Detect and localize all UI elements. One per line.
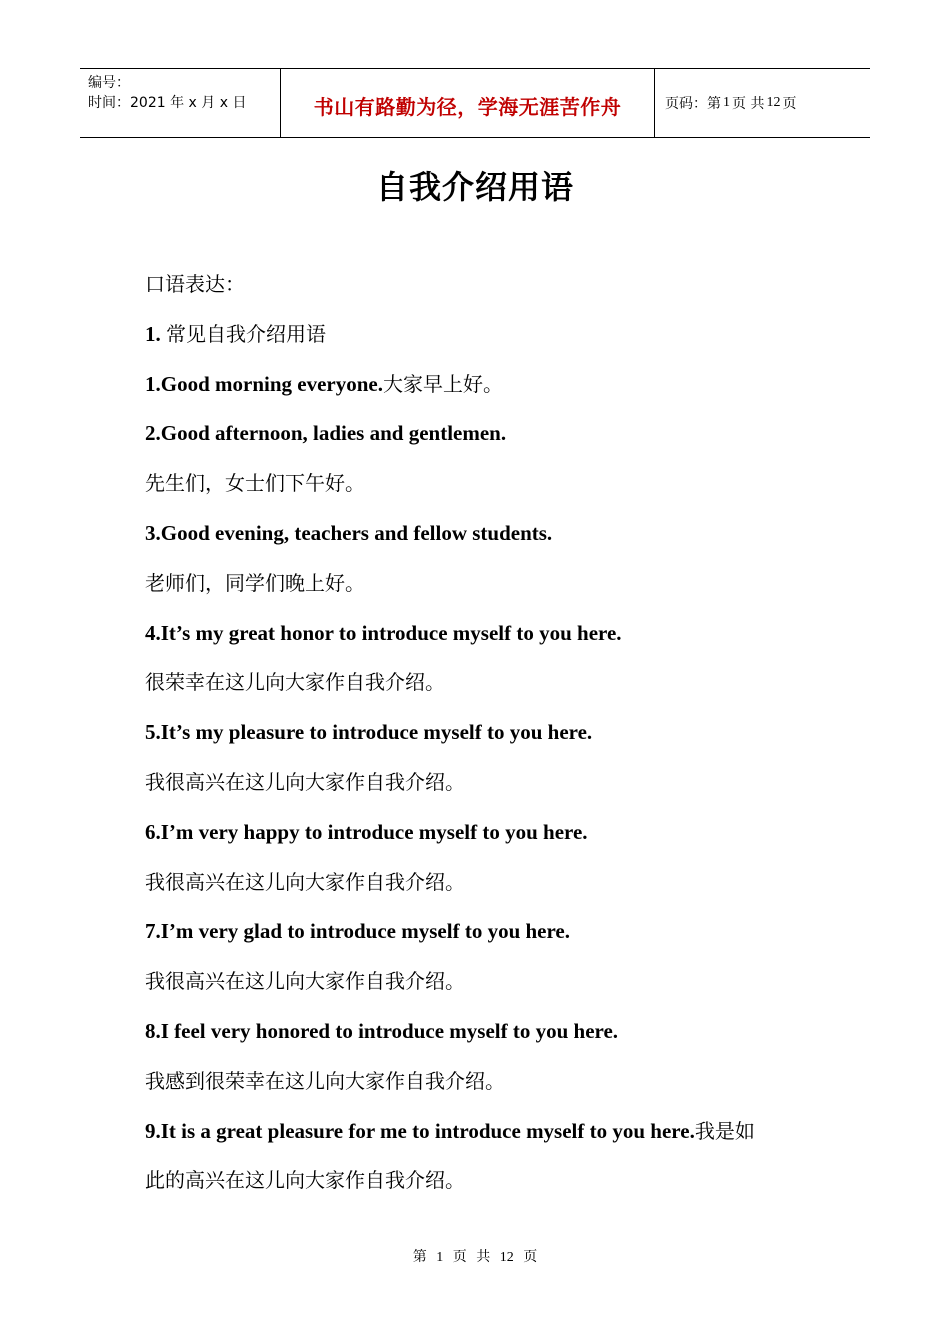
line-chinese: 此的高兴在这儿向大家作自我介绍。 — [145, 1168, 465, 1193]
body-line — [145, 563, 825, 613]
line-chinese: 常见自我介绍用语 — [166, 321, 326, 346]
body-line — [145, 662, 825, 712]
line-chinese: 我是如 — [694, 1118, 755, 1143]
page-mid: 页 共 — [732, 96, 765, 112]
line-english: 6.I’m very happy to introduce myself to you here. — [145, 819, 588, 844]
line-chinese: 很荣幸在这儿向大家作自我介绍。 — [145, 670, 445, 695]
line-chinese: 我感到很荣幸在这儿向大家作自我介绍。 — [145, 1068, 505, 1093]
body-line — [145, 513, 825, 563]
body-line — [145, 1111, 825, 1161]
page-current: 1 — [723, 95, 730, 110]
body-line — [145, 812, 825, 862]
body-line — [145, 862, 825, 912]
body-line — [145, 961, 825, 1011]
header-motto: 书山有路勤为径，学海无涯苦作舟 — [313, 94, 622, 119]
body-line — [145, 911, 825, 961]
page-header — [80, 68, 870, 138]
line-english: 7.I’m very glad to introduce myself to you here. — [145, 919, 571, 944]
document-body — [145, 264, 825, 1210]
line-english: 4.It’s my great honor to introduce myself to you here. — [145, 620, 622, 645]
line-english: 1. — [145, 321, 166, 346]
body-line — [145, 413, 825, 463]
body-line — [145, 1061, 825, 1111]
body-line — [145, 1011, 825, 1061]
header-motto-cell — [281, 69, 655, 137]
page-suffix: 页 — [782, 96, 797, 112]
line-english: 8.I feel very honored to introduce myself to you here. — [145, 1018, 619, 1043]
line-chinese: 大家早上好。 — [382, 371, 503, 396]
page-prefix: 页码：第 — [665, 96, 721, 112]
line-chinese: 先生们，女士们下午好。 — [145, 471, 365, 496]
body-line — [145, 463, 825, 513]
body-line — [145, 364, 825, 414]
body-line — [145, 314, 825, 364]
line-chinese: 我很高兴在这儿向大家作自我介绍。 — [145, 969, 465, 994]
body-line — [145, 712, 825, 762]
header-page-cell — [655, 69, 870, 137]
document-title: 自我介绍用语 — [375, 168, 574, 206]
document-time-label: 时间：2021 年 x 月 x 日 — [88, 95, 247, 111]
line-chinese: 老师们，同学们晚上好。 — [145, 570, 365, 595]
line-chinese: 口语表达： — [145, 272, 245, 296]
body-line — [145, 762, 825, 812]
page-footer: 第 1 页 共 12 页 — [412, 1250, 538, 1265]
body-line — [145, 264, 825, 314]
line-english: 2.Good afternoon, ladies and gentlemen. — [145, 421, 507, 446]
line-english: 1.Good morning everyone. — [145, 371, 383, 396]
line-english: 3.Good evening, teachers and fellow students. — [145, 520, 553, 545]
header-meta-cell — [80, 69, 281, 137]
body-line — [145, 613, 825, 663]
line-chinese: 我很高兴在这儿向大家作自我介绍。 — [145, 869, 465, 894]
document-number-label: 编号： — [88, 75, 130, 91]
page-total: 12 — [766, 95, 781, 110]
line-english: 5.It’s my pleasure to introduce myself to you here. — [145, 720, 593, 745]
line-english: 9.It is a great pleasure for me to introduce myself to you here. — [145, 1118, 695, 1143]
line-chinese: 我很高兴在这儿向大家作自我介绍。 — [145, 769, 465, 794]
body-line — [145, 1160, 825, 1210]
